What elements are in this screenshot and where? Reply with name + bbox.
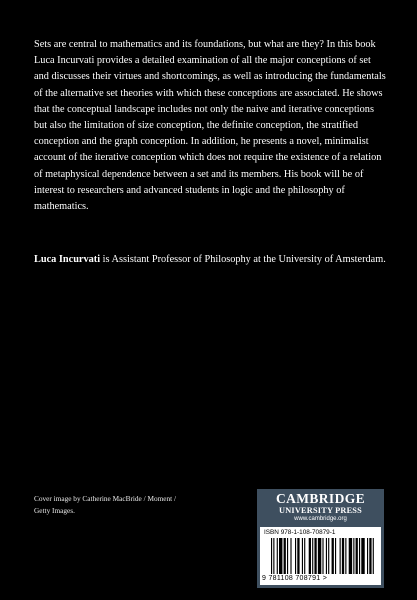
barcode-digits: 9 781108 708791 > (262, 575, 328, 582)
barcode-bar (312, 538, 313, 574)
barcode-bar (277, 538, 278, 574)
publisher-block (257, 489, 384, 588)
publisher-logo (257, 489, 384, 523)
author-name: Luca Incurvati (34, 254, 101, 265)
barcode-bar (314, 538, 316, 574)
barcode-bar (373, 538, 374, 574)
barcode-bar (340, 538, 341, 574)
barcode-bar (356, 538, 358, 574)
barcode-bar (279, 538, 282, 574)
barcode-bar (273, 538, 274, 574)
barcode-bar (290, 538, 291, 574)
barcode-bar (367, 538, 368, 574)
author-bio (34, 252, 386, 268)
barcode-bar (287, 538, 288, 574)
barcode-bar (328, 538, 329, 574)
barcode-bar (332, 538, 334, 574)
cover-credit-line-2: Getty Images. (34, 506, 75, 515)
barcode-bar (297, 538, 299, 574)
publisher-url: www.cambridge.org (294, 516, 347, 522)
barcode-bar (304, 538, 305, 574)
barcode-bar (369, 538, 371, 574)
barcode-bar (349, 538, 352, 574)
barcode-bar (353, 538, 354, 574)
barcode-bar (302, 538, 303, 574)
barcode-box (260, 527, 381, 585)
barcode-bar (345, 538, 346, 574)
blurb-text: Sets are central to mathematics and its foundations, but what are they? In this book Luca Incurvati provides a detailed examination of all the major conceptions of set and discusses their virtues and shortcomings, as well as introducing the fundamentals of the alternative set theories with which these conceptions are associated. He shows that the conceptual landscape includes not only the naive and iterative conceptions but also the limitation of size conception, the definite conception, the stratified conception and the graph conception. In addition, he presents a novel, minimalist account of the iterative conception which does not require the existence of a relation of metaphysical dependence between a set and its members. His book will be of interest to researchers and advanced students in logic and the philosophy of mathematics. (34, 39, 386, 213)
barcode-bar (309, 538, 311, 574)
barcode-bar (284, 538, 286, 574)
barcode-icon (271, 538, 375, 574)
isbn-text: ISBN 978-1-108-70879-1 (264, 529, 336, 536)
barcode-bar (361, 538, 364, 574)
barcode-bar (295, 538, 296, 574)
barcode-bar (342, 538, 344, 574)
barcode-bar (326, 538, 327, 574)
cover-credit-line-1: Cover image by Catherine MacBride / Moment / (34, 494, 177, 503)
author-bio-text: is Assistant Professor of Philosophy at the University of Amsterdam. (100, 254, 386, 265)
barcode-bar (359, 538, 360, 574)
cover-image-credit (34, 493, 234, 517)
publisher-name: CAMBRIDGE (275, 491, 366, 506)
barcode-bar (318, 538, 321, 574)
barcode-bar (322, 538, 323, 574)
barcode-bar (271, 538, 272, 574)
publisher-press: UNIVERSITY PRESS (279, 506, 362, 515)
barcode-bar (335, 538, 336, 574)
